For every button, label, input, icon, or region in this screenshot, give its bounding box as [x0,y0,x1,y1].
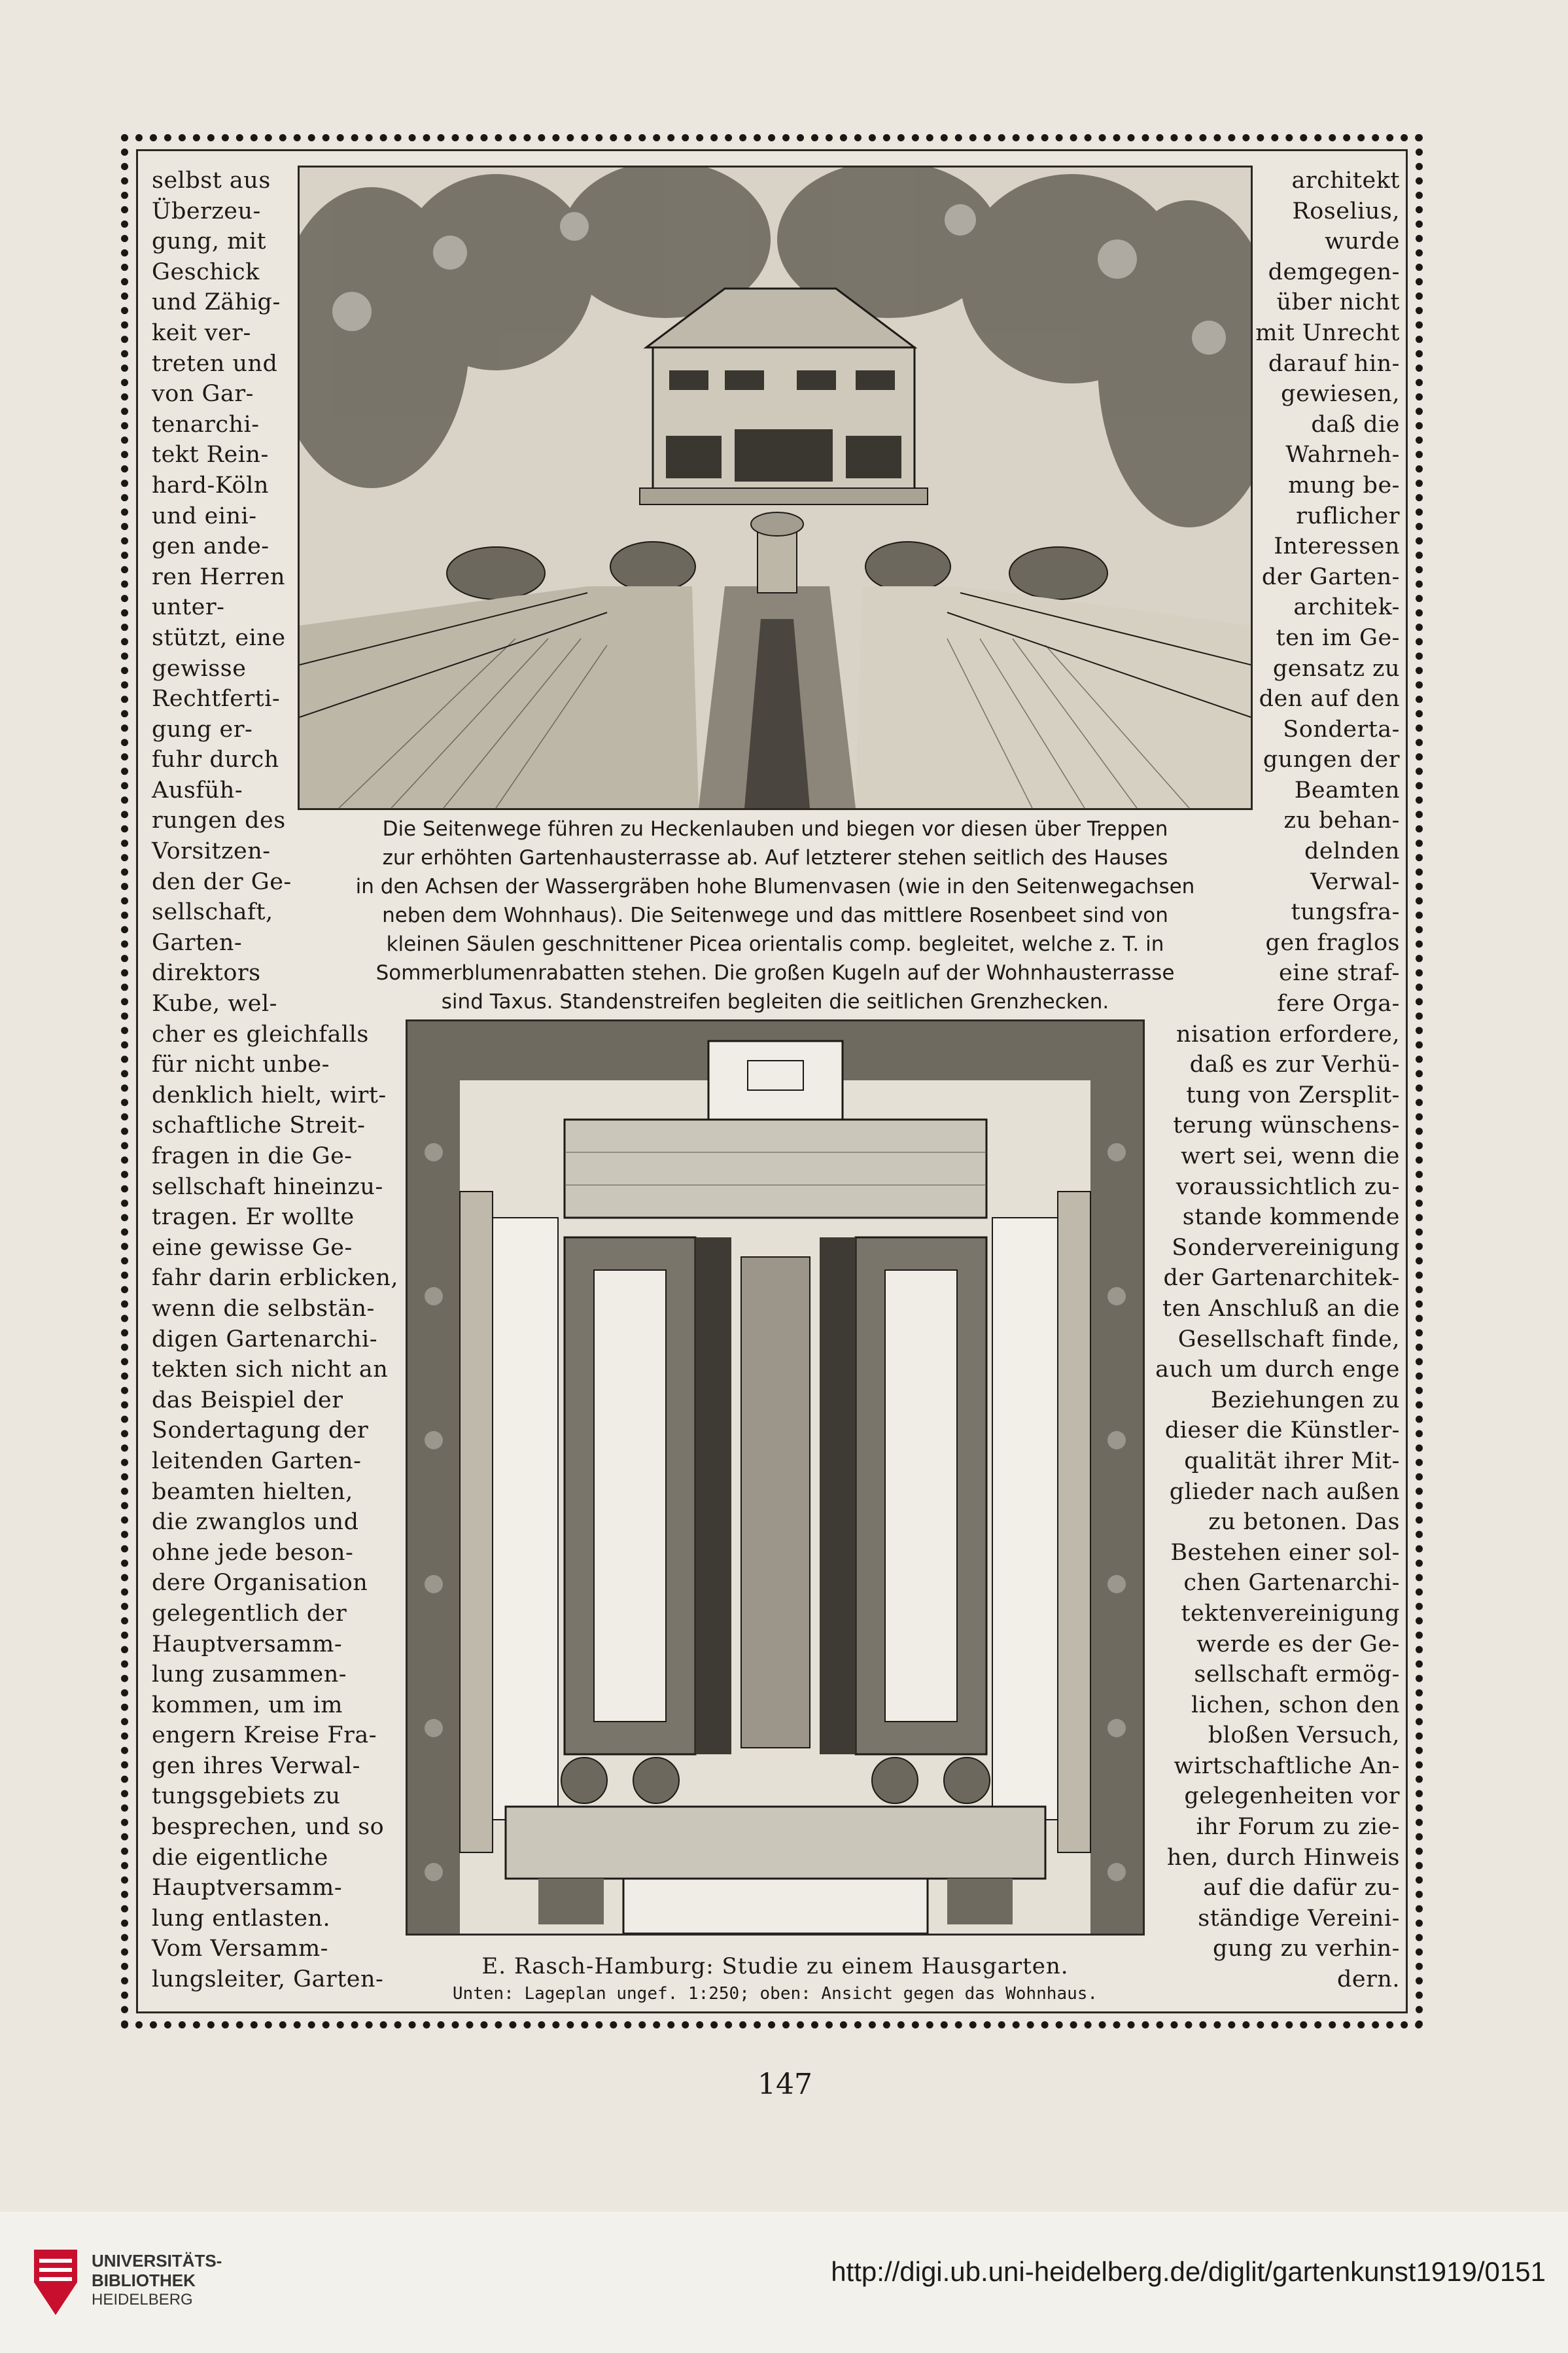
left-column-line: rungen des [152,807,286,834]
right-column-line: daß die [1311,411,1400,438]
left-column-line: Ausfüh- [152,777,243,804]
left-column-line: und eini- [152,503,257,529]
left-column-line: treten und [152,350,278,377]
library-name-line3: HEIDELBERG [92,2291,193,2309]
right-column-line: darauf hin- [1268,350,1400,377]
left-column-line: gen ihres Verwal- [152,1752,360,1779]
left-column-line: Rechtferti- [152,686,281,713]
left-column-line: keit ver- [152,319,251,346]
right-column-line: terung wünschens- [1173,1112,1400,1139]
university-library-logo-icon [27,2243,84,2322]
right-column-line: gewiesen, [1281,381,1400,408]
right-column-line: lichen, schon den [1191,1691,1400,1718]
right-column-line: Wahrneh- [1285,442,1400,469]
right-column-line: wurde [1325,228,1400,255]
caption-line: zur erhöhten Gartenhausterrasse ab. Auf letzterer stehen seitlich des Hauses [382,846,1168,870]
right-column-line: ten Anschluß an die [1162,1295,1400,1322]
left-column-line: Garten- [152,929,243,956]
garden-perspective-illustration [298,166,1253,810]
right-column-line: der Gartenarchitek- [1163,1265,1400,1292]
left-column-line: fragen in die Ge- [152,1143,353,1169]
right-column-line: Beamten [1294,777,1400,804]
right-column-line: bloßen Versuch, [1208,1722,1400,1749]
caption-line: in den Achsen der Wassergräben hohe Blumenvasen (wie in den Seitenwegachsen [355,875,1195,898]
left-column-line: lung entlasten. [152,1905,331,1932]
left-column-line: ren Herren [152,563,286,590]
right-column-line: architek- [1293,594,1400,621]
right-column-line: Sondervereinigung [1172,1234,1400,1261]
right-column-line: sellschaft ermög- [1194,1661,1400,1688]
left-column-line: besprechen, und so [152,1814,385,1841]
right-column-line: tektenvereinigung [1181,1600,1400,1627]
right-column-line: Beziehungen zu [1210,1387,1400,1413]
source-url-link[interactable]: http://digi.ub.uni-heidelberg.de/diglit/gartenkunst1919/0151 [831,2256,1546,2287]
left-column-line: digen Gartenarchi- [152,1326,378,1353]
right-column-line: ständige Vereini- [1198,1905,1400,1932]
right-column-line: Roselius, [1292,198,1400,224]
left-column-line: das Beispiel der [152,1387,343,1413]
left-column-line: gelegentlich der [152,1600,347,1627]
left-column-line: eine gewisse Ge- [152,1234,353,1261]
right-column-line: eine straf- [1279,960,1400,987]
right-column-line: Sonderta- [1283,716,1400,743]
left-column-line: tekt Rein- [152,442,269,469]
right-column-line: werde es der Ge- [1196,1631,1400,1657]
library-name-line2: BIBLIOTHEK [92,2271,196,2290]
right-column-line: über nicht [1276,289,1400,316]
right-column-line: daß es zur Verhü- [1189,1052,1400,1078]
right-column-line: auf die dafür zu- [1203,1875,1400,1902]
left-column-line: tenarchi- [152,411,260,438]
left-column-line: engern Kreise Fra- [152,1722,377,1749]
left-column-line: Vom Versamm- [152,1936,328,1962]
right-column-line: stande kommende [1182,1204,1400,1231]
left-column-line: tragen. Er wollte [152,1204,355,1231]
left-column-line: gung er- [152,716,253,743]
plan-caption-title: E. Rasch-Hamburg: Studie zu einem Hausgarten. [481,1953,1069,1979]
right-column-line: hen, durch Hinweis [1166,1844,1400,1871]
left-column-line: ohne jede beson- [152,1539,354,1566]
caption-line: kleinen Säulen geschnittener Picea orientalis comp. begleitet, welche z. T. in [386,932,1164,956]
left-column-line: Überzeu- [152,198,261,224]
right-column-line: gelegenheiten vor [1184,1783,1400,1810]
right-column-line: fere Orga- [1277,991,1400,1017]
left-column-line: unter- [152,594,225,621]
left-column-line: gewisse [152,655,247,682]
right-column-line: dieser die Künstler- [1164,1417,1400,1444]
left-column-line: den der Ge- [152,868,292,895]
caption-line: Die Seitenwege führen zu Heckenlauben und biegen vor diesen über Treppen [382,817,1168,841]
right-column-line: gensatz zu [1272,655,1400,682]
right-column-line: gungen der [1263,747,1400,773]
left-column-line: von Gar- [152,381,254,408]
left-column-line: sellschaft hineinzu- [152,1173,383,1200]
right-column-line: Bestehen einer sol- [1170,1539,1400,1566]
library-name-line1: UNIVERSITÄTS- [92,2251,222,2271]
right-column-line: gen fraglos [1265,929,1400,956]
left-column-line: lungsleiter, Garten- [152,1966,384,1993]
left-column-line: selbst aus [152,168,271,194]
left-column-line: Vorsitzen- [152,838,271,865]
right-column-line: Interessen [1274,533,1400,560]
left-column-line: Geschick [152,258,260,285]
right-column-line: chen Gartenarchi- [1183,1570,1400,1597]
left-column-line: Hauptversamm- [152,1631,343,1657]
left-column-line: wenn die selbstän- [152,1295,375,1322]
right-column-line: den auf den [1259,686,1400,713]
right-column-line: ten im Ge- [1276,624,1400,651]
caption-line: sind Taxus. Standenstreifen begleiten die seitlichen Grenzhecken. [441,990,1109,1014]
left-column-line: die zwanglos und [152,1509,359,1536]
left-column-line: fahr darin erblicken, [152,1265,399,1292]
left-column-line: lung zusammen- [152,1661,347,1688]
right-column-line: glieder nach außen [1169,1478,1400,1505]
library-name [92,2251,222,2310]
right-column-line: ruflicher [1296,503,1400,529]
page-number: 147 [758,2068,812,2101]
right-column-line: voraussichtlich zu- [1176,1173,1400,1200]
left-column-line: gung, mit [152,228,267,255]
left-column-line: kommen, um im [152,1691,343,1718]
left-column-line: fuhr durch [152,747,279,773]
left-column-line: gen ande- [152,533,270,560]
left-column-line: die eigentliche [152,1844,328,1871]
left-column-line: cher es gleichfalls [152,1021,369,1048]
right-column-line: der Garten- [1261,563,1400,590]
left-column-line: und Zähig- [152,289,281,316]
right-column-line: ihr Forum zu zie- [1196,1814,1400,1841]
right-column-line: wirtschaftliche An- [1174,1752,1400,1779]
left-column-line: denklich hielt, wirt- [152,1082,387,1108]
right-column-line: mit Unrecht [1255,319,1400,346]
left-column-line: Kube, wel- [152,991,277,1017]
left-column-line: sellschaft, [152,899,273,926]
left-column-line: Hauptversamm- [152,1875,343,1902]
left-column-line: tungsgebiets zu [152,1783,341,1810]
right-column-line: qualität ihrer Mit- [1184,1447,1400,1474]
caption-line: neben dem Wohnhaus). Die Seitenwege und das mittlere Rosenbeet sind von [382,904,1168,927]
left-column-line: schaftliche Streit- [152,1112,366,1139]
caption-line: Sommerblumenrabatten stehen. Die großen Kugeln auf der Wohnhausterrasse [375,961,1175,985]
right-column-line: tung von Zersplit- [1186,1082,1400,1108]
right-column-line: zu betonen. Das [1208,1509,1400,1536]
right-column-line: nisation erfordere, [1176,1021,1400,1048]
left-column-line: dere Organisation [152,1570,368,1597]
right-column-line: Verwal- [1310,868,1400,895]
left-column-line: tekten sich nicht an [152,1356,389,1383]
left-column-line: direktors [152,960,261,987]
left-column-line: stützt, eine [152,624,286,651]
illustration-caption [301,815,1249,1016]
right-column-line: delnden [1304,838,1400,865]
left-column-line: Sondertagung der [152,1417,369,1444]
right-column-line: wert sei, wenn die [1181,1143,1400,1169]
garden-site-plan [406,1019,1145,1936]
left-column-line: für nicht unbe- [152,1052,330,1078]
right-column-line: mung be- [1288,472,1400,499]
right-column-line: dern. [1336,1966,1400,1993]
right-column-line: architekt [1291,168,1400,194]
right-column-line: gung zu verhin- [1213,1936,1400,1962]
left-column-line: leitenden Garten- [152,1447,362,1474]
left-column-line: beamten hielten, [152,1478,353,1505]
right-column-line: zu behan- [1283,807,1400,834]
right-column-line: Gesellschaft finde, [1177,1326,1400,1353]
right-column-line: tungsfra- [1291,899,1400,926]
right-column-line: auch um durch enge [1155,1356,1400,1383]
left-column-line: hard-Köln [152,472,269,499]
plan-caption-subtitle: Unten: Lageplan ungef. 1:250; oben: Ansicht gegen das Wohnhaus. [452,1984,1098,2004]
right-column-line: demgegen- [1268,258,1400,285]
